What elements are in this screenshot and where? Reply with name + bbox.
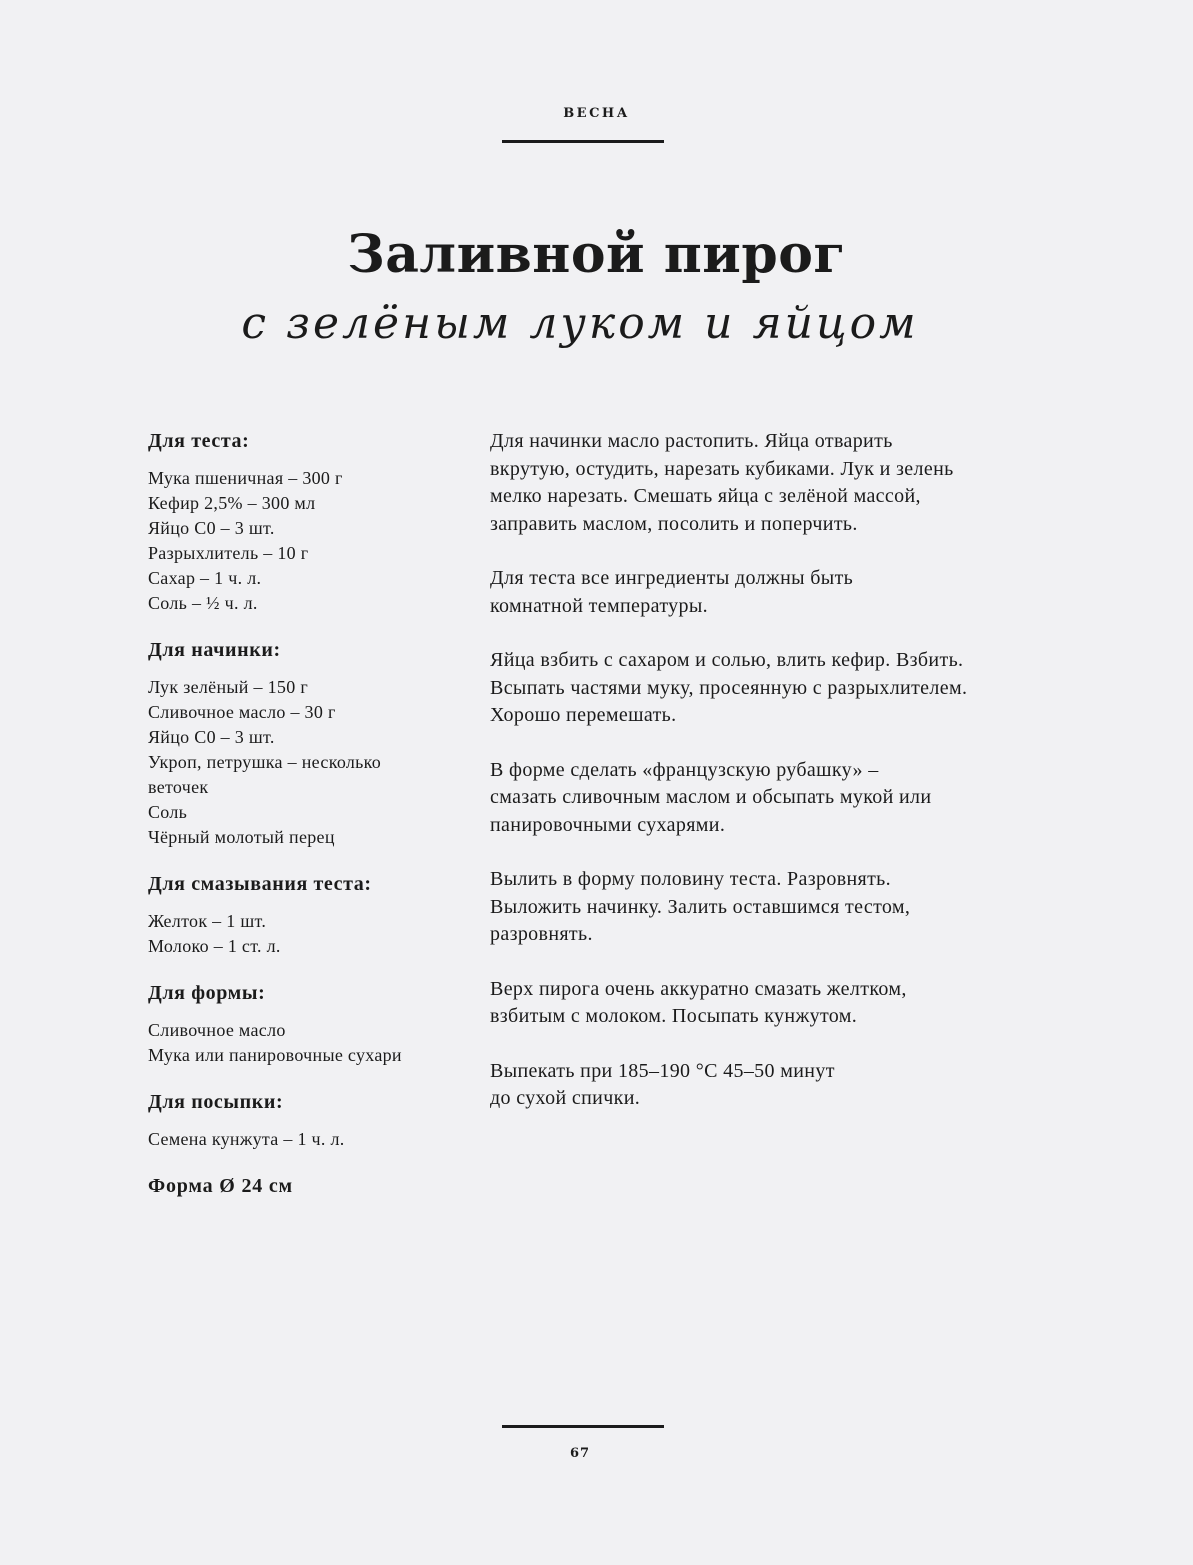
- ingredient-item: Сливочное масло: [148, 1020, 286, 1040]
- ingredient-group-pan: [148, 982, 468, 1068]
- instruction-step: Для теста все ингредиенты должны быть комнатной температуры.: [490, 567, 854, 617]
- instruction-step: Верх пирога очень аккуратно смазать желтком, взбитым с молоком. Посыпать кунжутом.: [490, 977, 907, 1027]
- ingredient-item: Молоко – 1 ст. л.: [148, 936, 281, 956]
- ingredient-item: Мука пшеничная – 300 г: [148, 468, 343, 488]
- ingredient-list: [148, 1127, 468, 1152]
- instruction-step: В форме сделать «французскую рубашку» – смазать сливочным маслом и обсыпать мукой или панировочными сухарями.: [490, 758, 932, 836]
- group-title: Для посыпки:: [148, 1091, 284, 1113]
- ingredient-item: Мука или панировочные сухари: [148, 1045, 402, 1065]
- instructions-column: [490, 428, 1050, 1140]
- group-title: Для начинки:: [148, 639, 281, 661]
- ingredient-item: Яйцо С0 – 3 шт.: [148, 727, 275, 747]
- ingredient-list: [148, 675, 468, 850]
- ingredient-group-filling: [148, 639, 468, 850]
- instruction-step: Для начинки масло растопить. Яйца отварить вкрутую, остудить, нарезать кубиками. Лук и зелень мелко нарезать. Смешать яйца с зелёной массой, заправить маслом, посолить и поперчить.: [490, 430, 954, 535]
- group-title: Для формы:: [148, 982, 266, 1004]
- page-number: 67: [569, 1446, 591, 1461]
- ingredient-item: Желток – 1 шт.: [148, 911, 267, 931]
- header-rule: [502, 140, 664, 143]
- ingredient-list: [148, 909, 468, 959]
- footer-rule: [502, 1425, 664, 1428]
- ingredient-item: Разрыхлитель – 10 г: [148, 543, 309, 563]
- instruction-step: Выпекать при 185–190 °C 45–50 минут до сухой спички.: [490, 1059, 835, 1109]
- instruction-step: Яйца взбить с сахаром и солью, влить кефир. Взбить. Всыпать частями муку, просеянную с разрыхлителем. Хорошо перемешать.: [490, 649, 968, 726]
- ingredient-item: Лук зелёный – 150 г: [148, 677, 309, 697]
- ingredient-group-glaze: [148, 873, 468, 959]
- recipe-title: Заливной пирог: [347, 224, 846, 285]
- ingredient-item: Сливочное масло – 30 г: [148, 702, 336, 722]
- ingredient-item: Соль – ½ ч. л.: [148, 593, 258, 613]
- ingredient-item: Сахар – 1 ч. л.: [148, 568, 262, 588]
- ingredient-item: Соль: [148, 802, 188, 822]
- ingredient-item: Яйцо С0 – 3 шт.: [148, 518, 275, 538]
- ingredient-list: [148, 1018, 468, 1068]
- recipe-subtitle: с зелёным луком и яйцом: [241, 298, 919, 349]
- ingredient-group-topping: [148, 1091, 468, 1152]
- instruction-step: Вылить в форму половину теста. Разровнять. Выложить начинку. Залить оставшимся тестом, разровнять.: [490, 868, 911, 945]
- section-header: ВЕСНА: [563, 106, 630, 121]
- ingredient-list: [148, 466, 468, 616]
- pan-size: Форма Ø 24 см: [148, 1175, 293, 1197]
- group-title: Для смазывания теста:: [148, 873, 372, 895]
- group-title: Для теста:: [148, 430, 250, 452]
- ingredient-item: Чёрный молотый перец: [148, 827, 335, 847]
- ingredient-item: веточек: [148, 777, 209, 797]
- ingredients-column: [148, 430, 468, 1198]
- ingredient-item: Укроп, петрушка – несколько: [148, 752, 382, 772]
- ingredient-item: Кефир 2,5% – 300 мл: [148, 493, 316, 513]
- ingredient-item: Семена кунжута – 1 ч. л.: [148, 1129, 345, 1149]
- ingredient-group-dough: [148, 430, 468, 616]
